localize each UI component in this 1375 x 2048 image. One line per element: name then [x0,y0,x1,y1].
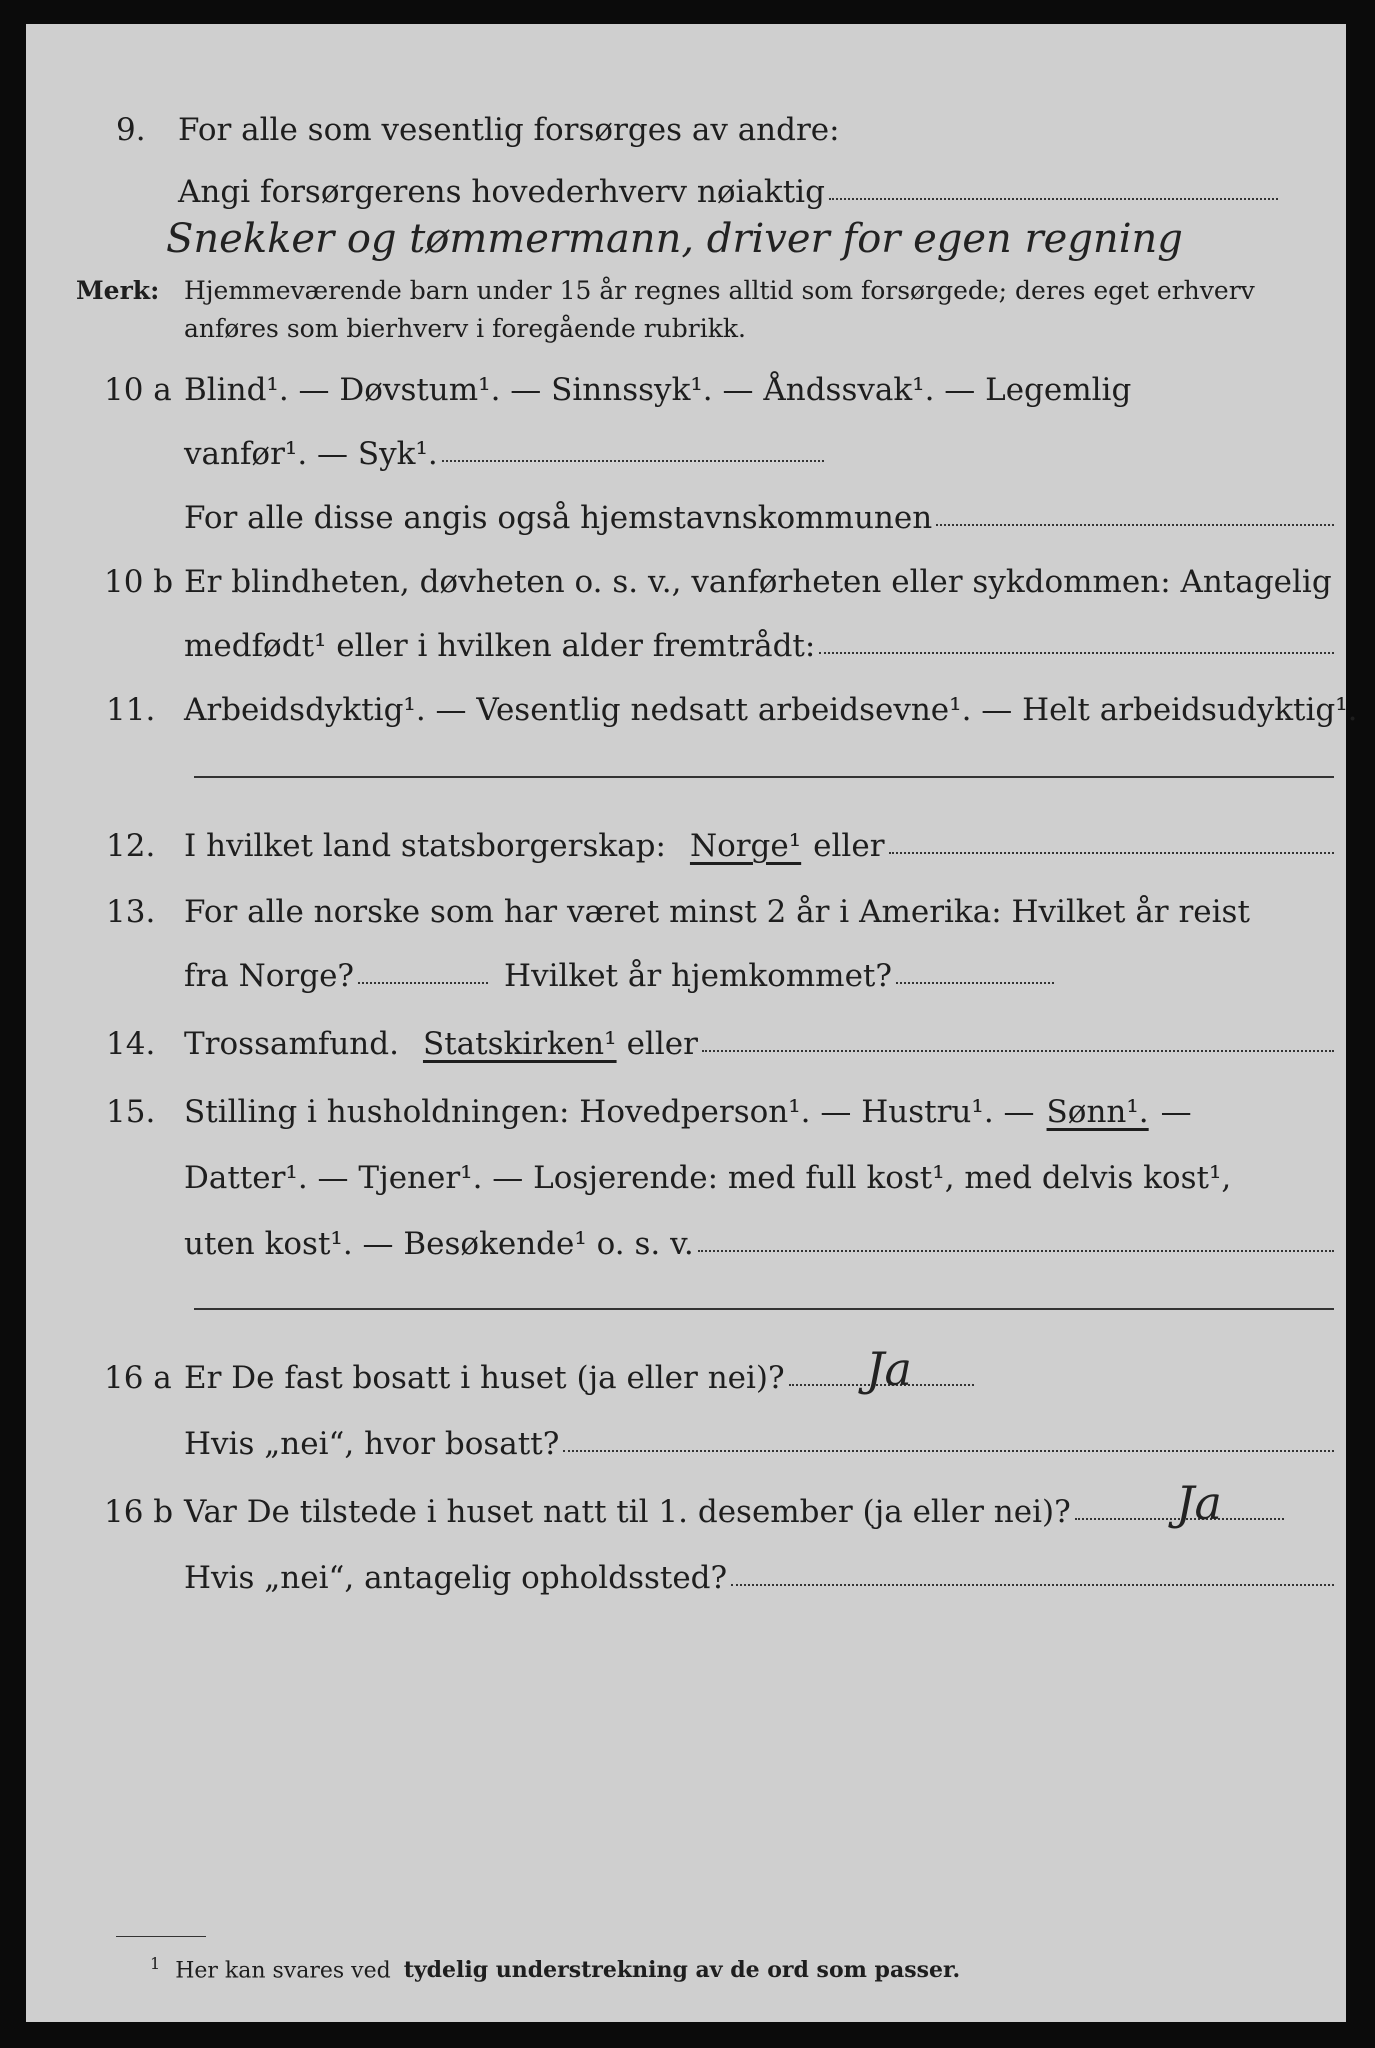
q11-line1 [26,692,1358,742]
q14-eller: eller [626,1026,698,1062]
q12-text: I hvilket land statsborgerskap: [184,828,666,864]
q10b-line1 [26,564,1346,614]
q16a-text1: Er De fast bosatt i huset (ja eller nei)? [184,1360,785,1396]
q12-eller: eller [813,828,885,864]
merk-text1: Hjemmeværende barn under 15 år regnes alltid som forsørgede; deres eget erhverv [184,276,1255,305]
q13-reist: fra Norge? [184,958,355,994]
q14-line [26,1026,1346,1076]
q16b-question2 [184,1560,1334,1596]
footnote-text-a: Her kan svares ved [175,1958,391,1984]
merk-text2: anføres som bierhverv i foregående rubrikk. [184,314,746,343]
q13-number: 13. [106,894,156,930]
q14-answer-line[interactable] [702,1050,1334,1052]
q16a-line2 [26,1426,1346,1476]
q12-line [26,828,1346,878]
q16a-question [184,1360,974,1396]
q15-text1 [184,1094,1192,1130]
q16a-question2 [184,1426,1334,1462]
merk-line2 [26,314,1346,364]
q15-text1a: Stilling i husholdningen: Hovedperson¹. — Hustru¹. — [184,1094,1035,1130]
q10a-kommune-line[interactable] [936,524,1334,526]
census-form-page [26,24,1358,2022]
q10b-number: 10 b [104,564,174,600]
q9-text: For alle som vesentlig forsørges av andre: [178,112,840,148]
q15-number: 15. [106,1094,156,1130]
q13-text1: For alle norske som har været minst 2 år i Amerika: Hvilket år reist [184,894,1250,930]
q15-dash: — [1160,1094,1192,1130]
q10b-alder [184,628,1334,664]
q9-label: Angi forsørgerens hovederhverv nøiaktig [178,174,825,210]
q16b-opholdssted-line[interactable] [731,1584,1334,1586]
q11-rule [194,776,1334,778]
q15-answer-line[interactable] [698,1250,1334,1252]
q10a-text2: vanfør¹. — Syk¹. [184,436,438,472]
q10a-line1 [26,372,1346,422]
q10a-number: 10 a [104,372,172,408]
q15-line1 [26,1094,1346,1144]
q9-question [178,174,1278,210]
q13-hjemkommet: Hvilket år hjemkommet? [504,958,893,994]
q13-question2 [184,958,1054,994]
q10a-text1: Blind¹. — Døvstum¹. — Sinnssyk¹. — Åndssvak¹. — Legemlig [184,372,1132,408]
q10b-answer-line[interactable] [819,652,1334,654]
q10a-text3: For alle disse angis også hjemstavnskommunen [184,500,933,536]
q14-number: 14. [106,1026,156,1062]
q14-question [184,1026,1334,1062]
q14-statskirken[interactable]: Statskirken¹ [422,1026,617,1062]
footnote-marker: 1 [150,1954,161,1973]
footnote-text-b: tydelig understrekning av de ord som passer. [403,1957,961,1984]
q11-text: Arbeidsdyktig¹. — Vesentlig nedsatt arbeidsevne¹. — Helt arbeidsudyktig¹. [184,692,1358,728]
q15-line3 [26,1226,1346,1276]
q10b-text1: Er blindheten, døvheten o. s. v., vanførheten eller sykdommen: Antagelig [184,564,1332,600]
q16a-number: 16 a [104,1360,172,1396]
q12-number: 12. [106,828,156,864]
q10b-text2: medfødt¹ eller i hvilken alder fremtrådt: [184,628,816,664]
q15-sonn[interactable]: Sønn¹. [1046,1094,1149,1130]
q16a-line1 [26,1360,1346,1410]
q9-handwritten-answer: Snekker og tømmermann, driver for egen regning [166,216,1183,262]
q15-text3: uten kost¹. — Besøkende¹ o. s. v. [184,1226,694,1262]
q12-answer-line[interactable] [889,852,1334,854]
footnote-rule [116,1936,206,1937]
q10a-answer-line[interactable] [442,460,824,462]
q16b-number: 16 b [104,1494,174,1530]
q13-reist-line[interactable] [358,982,488,984]
q13-line1 [26,894,1346,944]
q10b-line2 [26,628,1346,678]
q16b-question [184,1494,1284,1530]
q13-hjemkommet-line[interactable] [896,982,1054,984]
q10a-kommune [184,500,1334,536]
q16a-text2: Hvis „nei“, hvor bosatt? [184,1426,560,1462]
q10a-vanfor [184,436,824,472]
q16b-line1 [26,1494,1346,1544]
footnote [150,1954,960,1983]
q9-number: 9. [116,112,146,148]
q15-rule [194,1308,1334,1310]
q9-answer-line[interactable] [829,198,1278,200]
q16b-text1: Var De tilstede i huset natt til 1. desember (ja eller nei)? [184,1494,1071,1530]
q16a-handwritten-answer: Ja [866,1342,912,1396]
q11-number: 11. [106,692,156,728]
q16a-bosatt-line[interactable] [563,1450,1334,1452]
q9-line1 [26,112,1346,162]
q15-line2 [26,1160,1346,1210]
q12-question [184,828,1334,864]
q14-text: Trossamfund. [184,1026,399,1062]
q16b-text2: Hvis „nei“, antagelig opholdssted? [184,1560,728,1596]
q10a-line2 [26,436,1346,486]
q15-question3 [184,1226,1334,1262]
merk-label: Merk: [76,276,160,305]
q15-text2: Datter¹. — Tjener¹. — Losjerende: med full kost¹, med delvis kost¹, [184,1160,1232,1196]
q13-line2 [26,958,1346,1008]
q16b-handwritten-answer: Ja [1176,1476,1222,1530]
q16b-line2 [26,1560,1346,1610]
q12-norge[interactable]: Norge¹ [689,828,802,864]
q10a-line3 [26,500,1346,550]
